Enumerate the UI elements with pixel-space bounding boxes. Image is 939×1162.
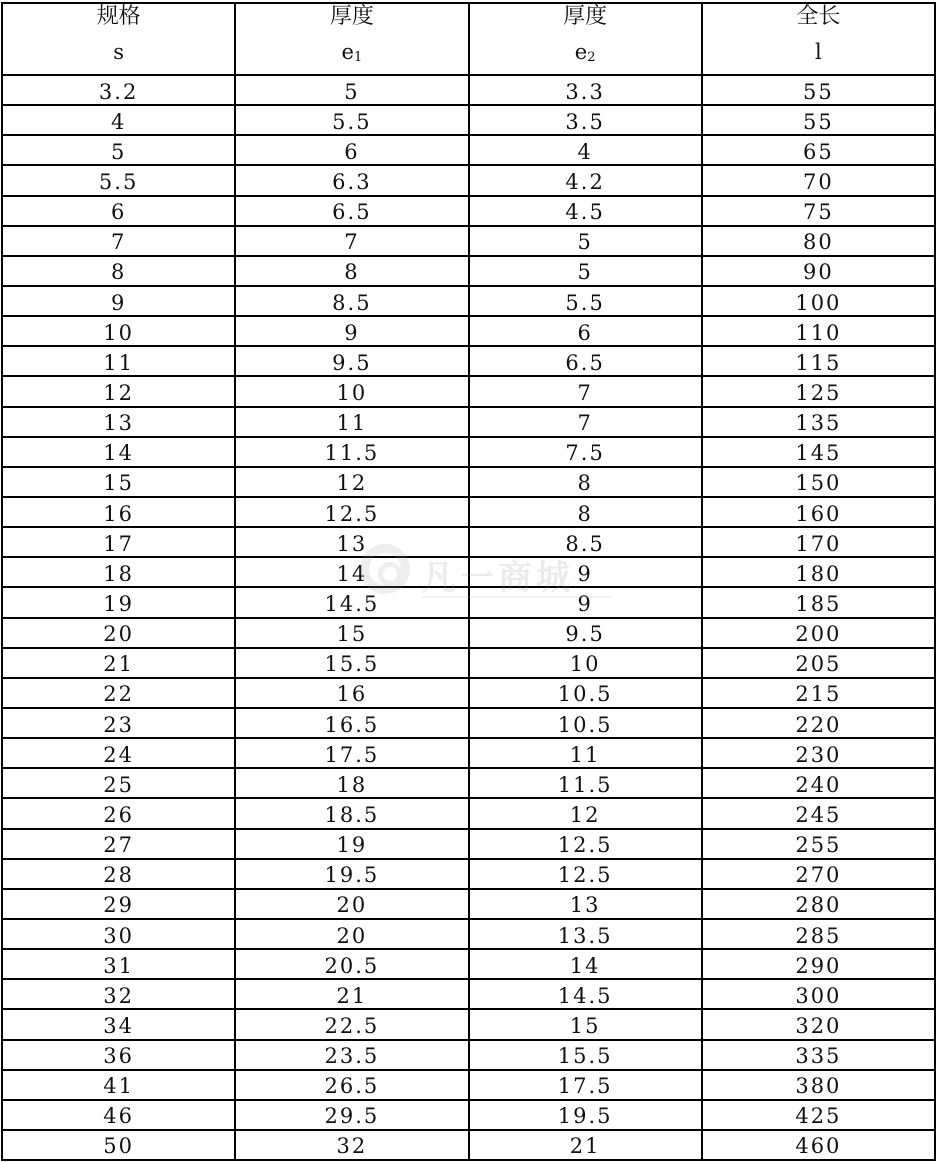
size-cell: 12 <box>2 376 235 406</box>
table-row <box>2 165 935 195</box>
size-cell: 15 <box>2 467 235 497</box>
thickness-e1-cell: 9.5 <box>235 346 468 376</box>
thickness-e2-cell: 9 <box>469 587 702 617</box>
thickness-e1-cell: 12.5 <box>235 497 468 527</box>
length-cell: 100 <box>702 286 935 316</box>
size-cell: 17 <box>2 527 235 557</box>
thickness-e2-cell: 8.5 <box>469 527 702 557</box>
size-cell: 26 <box>2 798 235 828</box>
length-cell: 255 <box>702 829 935 859</box>
length-cell: 160 <box>702 497 935 527</box>
length-cell: 125 <box>702 376 935 406</box>
spec-table-body <box>2 3 935 1160</box>
size-cell: 11 <box>2 346 235 376</box>
thickness-e1-cell: 20 <box>235 889 468 919</box>
table-row <box>2 286 935 316</box>
thickness-e2-cell: 4.2 <box>469 165 702 195</box>
size-cell: 10 <box>2 316 235 346</box>
length-cell: 215 <box>702 678 935 708</box>
thickness-e1-cell: 5.5 <box>235 105 468 135</box>
thickness-e2-cell: 12.5 <box>469 859 702 889</box>
table-row <box>2 467 935 497</box>
length-cell: 270 <box>702 859 935 889</box>
size-cell: 4 <box>2 105 235 135</box>
length-cell: 55 <box>702 75 935 105</box>
table-row <box>2 437 935 467</box>
length-cell: 280 <box>702 889 935 919</box>
table-row <box>2 587 935 617</box>
thickness-e2-cell: 21 <box>469 1130 702 1160</box>
thickness-e2-cell: 9.5 <box>469 618 702 648</box>
thickness-e1-cell: 29.5 <box>235 1100 468 1130</box>
thickness-e1-cell: 6.3 <box>235 165 468 195</box>
table-row <box>2 919 935 949</box>
table-row <box>2 105 935 135</box>
thickness-e1-cell: 18.5 <box>235 798 468 828</box>
spec-table <box>1 2 936 1161</box>
length-cell: 110 <box>702 316 935 346</box>
table-row <box>2 1130 935 1160</box>
thickness-e1-cell: 16.5 <box>235 708 468 738</box>
length-cell: 335 <box>702 1040 935 1070</box>
thickness-e2-cell: 14.5 <box>469 979 702 1009</box>
thickness-e2-cell: 7 <box>469 407 702 437</box>
header-cell-thickness-e1 <box>235 3 468 75</box>
thickness-e1-cell: 15.5 <box>235 648 468 678</box>
size-cell: 5.5 <box>2 165 235 195</box>
length-cell: 425 <box>702 1100 935 1130</box>
length-cell: 90 <box>702 256 935 286</box>
header-symbol: s <box>113 40 125 64</box>
thickness-e2-cell: 10.5 <box>469 708 702 738</box>
table-row <box>2 798 935 828</box>
thickness-e1-cell: 26.5 <box>235 1070 468 1100</box>
length-cell: 245 <box>702 798 935 828</box>
length-cell: 200 <box>702 618 935 648</box>
length-cell: 115 <box>702 346 935 376</box>
header-symbol: $e_1$ <box>341 40 363 65</box>
table-row <box>2 75 935 105</box>
thickness-e2-cell: 5 <box>469 226 702 256</box>
thickness-e2-cell: 14 <box>469 949 702 979</box>
thickness-e1-cell: 16 <box>235 678 468 708</box>
header-row <box>2 3 935 75</box>
thickness-e2-cell: 12 <box>469 798 702 828</box>
table-row <box>2 256 935 286</box>
header-title: 厚度 <box>329 4 374 29</box>
thickness-e1-cell: 17.5 <box>235 738 468 768</box>
length-cell: 75 <box>702 196 935 226</box>
thickness-e2-cell: 7.5 <box>469 437 702 467</box>
size-cell: 6 <box>2 196 235 226</box>
thickness-e2-cell: 19.5 <box>469 1100 702 1130</box>
thickness-e2-cell: 10 <box>469 648 702 678</box>
thickness-e1-cell: 18 <box>235 768 468 798</box>
thickness-e2-cell: 17.5 <box>469 1070 702 1100</box>
size-cell: 13 <box>2 407 235 437</box>
length-cell: 150 <box>702 467 935 497</box>
thickness-e2-cell: 13.5 <box>469 919 702 949</box>
thickness-e1-cell: 14 <box>235 557 468 587</box>
thickness-e1-cell: 20.5 <box>235 949 468 979</box>
thickness-e1-cell: 19 <box>235 829 468 859</box>
thickness-e1-cell: 20 <box>235 919 468 949</box>
thickness-e1-cell: 9 <box>235 316 468 346</box>
table-row <box>2 949 935 979</box>
thickness-e1-cell: 11 <box>235 407 468 437</box>
table-row <box>2 678 935 708</box>
watermark-text: 凡一商城 <box>422 558 574 598</box>
thickness-e2-cell: 5.5 <box>469 286 702 316</box>
length-cell: 380 <box>702 1070 935 1100</box>
thickness-e1-cell: 11.5 <box>235 437 468 467</box>
length-cell: 300 <box>702 979 935 1009</box>
thickness-e2-cell: 3.5 <box>469 105 702 135</box>
thickness-e2-cell: 8 <box>469 467 702 497</box>
table-row <box>2 1100 935 1130</box>
thickness-e2-cell: 5 <box>469 256 702 286</box>
thickness-e1-cell: 13 <box>235 527 468 557</box>
size-cell: 18 <box>2 557 235 587</box>
thickness-e1-cell: 6.5 <box>235 196 468 226</box>
length-cell: 205 <box>702 648 935 678</box>
thickness-e1-cell: 19.5 <box>235 859 468 889</box>
thickness-e2-cell: 10.5 <box>469 678 702 708</box>
thickness-e2-cell: 7 <box>469 376 702 406</box>
length-cell: 230 <box>702 738 935 768</box>
thickness-e2-cell: 9 <box>469 557 702 587</box>
table-row <box>2 738 935 768</box>
length-cell: 180 <box>702 557 935 587</box>
size-cell: 27 <box>2 829 235 859</box>
thickness-e2-cell: 13 <box>469 889 702 919</box>
thickness-e1-cell: 32 <box>235 1130 468 1160</box>
thickness-e1-cell: 15 <box>235 618 468 648</box>
thickness-e2-cell: 12.5 <box>469 829 702 859</box>
size-cell: 29 <box>2 889 235 919</box>
size-cell: 5 <box>2 135 235 165</box>
length-cell: 460 <box>702 1130 935 1160</box>
length-cell: 170 <box>702 527 935 557</box>
header-symbol: l <box>815 40 822 64</box>
length-cell: 285 <box>702 919 935 949</box>
table-row <box>2 648 935 678</box>
length-cell: 290 <box>702 949 935 979</box>
header-cell-thickness-e2 <box>469 3 702 75</box>
size-cell: 23 <box>2 708 235 738</box>
thickness-e1-cell: 22.5 <box>235 1009 468 1039</box>
table-row <box>2 829 935 859</box>
thickness-e2-cell: 6.5 <box>469 346 702 376</box>
length-cell: 70 <box>702 165 935 195</box>
table-row <box>2 376 935 406</box>
table-row <box>2 497 935 527</box>
length-cell: 220 <box>702 708 935 738</box>
header-cell-size <box>2 3 235 75</box>
thickness-e1-cell: 7 <box>235 226 468 256</box>
size-cell: 9 <box>2 286 235 316</box>
table-row <box>2 316 935 346</box>
thickness-e1-cell: 6 <box>235 135 468 165</box>
table-row <box>2 1009 935 1039</box>
length-cell: 55 <box>702 105 935 135</box>
thickness-e1-cell: 23.5 <box>235 1040 468 1070</box>
size-cell: 36 <box>2 1040 235 1070</box>
table-row <box>2 135 935 165</box>
thickness-e1-cell: 8 <box>235 256 468 286</box>
thickness-e1-cell: 5 <box>235 75 468 105</box>
size-cell: 46 <box>2 1100 235 1130</box>
header-title: 厚度 <box>563 4 608 29</box>
table-row <box>2 196 935 226</box>
table-row <box>2 1070 935 1100</box>
size-cell: 31 <box>2 949 235 979</box>
thickness-e2-cell: 15.5 <box>469 1040 702 1070</box>
length-cell: 185 <box>702 587 935 617</box>
thickness-e2-cell: 4 <box>469 135 702 165</box>
length-cell: 135 <box>702 407 935 437</box>
thickness-e1-cell: 14.5 <box>235 587 468 617</box>
table-row <box>2 346 935 376</box>
thickness-e1-cell: 12 <box>235 467 468 497</box>
size-cell: 3.2 <box>2 75 235 105</box>
header-title: 全长 <box>796 4 841 29</box>
size-cell: 21 <box>2 648 235 678</box>
thickness-e2-cell: 8 <box>469 497 702 527</box>
table-row <box>2 889 935 919</box>
thickness-e1-cell: 8.5 <box>235 286 468 316</box>
thickness-e2-cell: 11.5 <box>469 768 702 798</box>
header-symbol: $e_2$ <box>574 40 596 65</box>
size-cell: 8 <box>2 256 235 286</box>
table-row <box>2 226 935 256</box>
thickness-e2-cell: 11 <box>469 738 702 768</box>
length-cell: 65 <box>702 135 935 165</box>
size-cell: 34 <box>2 1009 235 1039</box>
table-row <box>2 859 935 889</box>
size-cell: 25 <box>2 768 235 798</box>
table-row <box>2 527 935 557</box>
table-row <box>2 557 935 587</box>
thickness-e2-cell: 3.3 <box>469 75 702 105</box>
size-cell: 16 <box>2 497 235 527</box>
table-row <box>2 407 935 437</box>
table-row <box>2 768 935 798</box>
thickness-e2-cell: 4.5 <box>469 196 702 226</box>
thickness-e2-cell: 6 <box>469 316 702 346</box>
size-cell: 30 <box>2 919 235 949</box>
thickness-e1-cell: 10 <box>235 376 468 406</box>
thickness-e1-cell: 21 <box>235 979 468 1009</box>
length-cell: 145 <box>702 437 935 467</box>
length-cell: 80 <box>702 226 935 256</box>
size-cell: 32 <box>2 979 235 1009</box>
table-row <box>2 1040 935 1070</box>
size-cell: 19 <box>2 587 235 617</box>
length-cell: 320 <box>702 1009 935 1039</box>
length-cell: 240 <box>702 768 935 798</box>
size-cell: 24 <box>2 738 235 768</box>
size-cell: 28 <box>2 859 235 889</box>
table-row <box>2 618 935 648</box>
size-cell: 22 <box>2 678 235 708</box>
size-cell: 41 <box>2 1070 235 1100</box>
table-row <box>2 708 935 738</box>
size-cell: 20 <box>2 618 235 648</box>
size-cell: 50 <box>2 1130 235 1160</box>
header-cell-length <box>702 3 935 75</box>
size-cell: 7 <box>2 226 235 256</box>
table-row <box>2 979 935 1009</box>
thickness-e2-cell: 15 <box>469 1009 702 1039</box>
header-title: 规格 <box>96 4 141 29</box>
size-cell: 14 <box>2 437 235 467</box>
